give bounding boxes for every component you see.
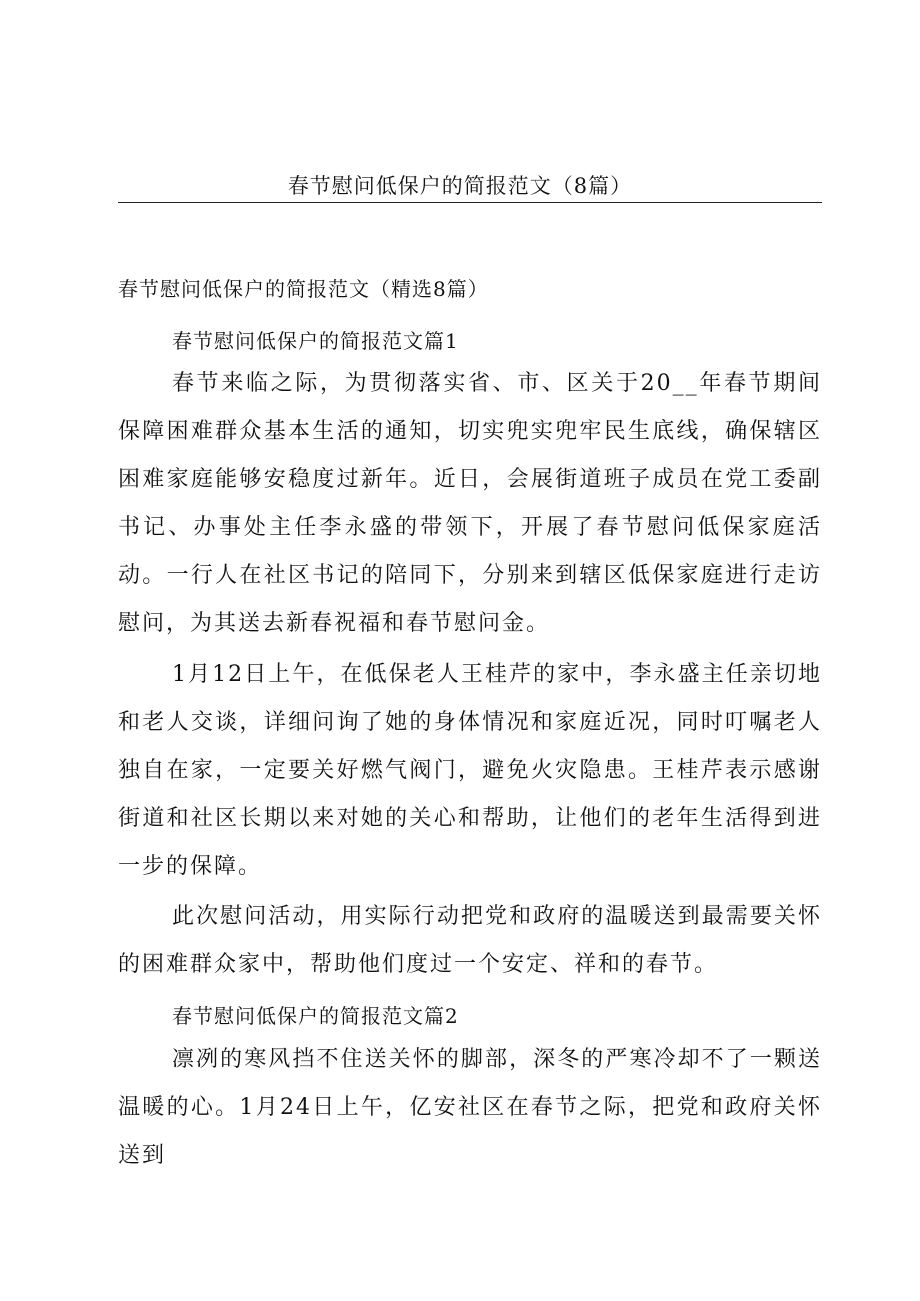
section-heading-2: 春节慰问低保户的简报范文篇2 — [172, 1004, 459, 1028]
section-2-paragraph-1: 凛冽的寒风挡不住送关怀的脚部，深冬的严寒冷却不了一颗送温暖的心。1月24日上午，亿安社区在春节之际，把党和政府关怀送到 — [118, 1047, 822, 1168]
section-1-paragraph-1: 春节来临之际，为贯彻落实省、市、区关于20__年春节期间保障困难群众基本生活的通知，切实兜实兜牢民生底线，确保辖区困难家庭能够安稳度过新年。近日，会展街道班子成员在党工委副书记、办事处主任李永盛的带领下，开展了春节慰问低保家庭活动。一行人在社区书记的陪同下，分别来到辖区低保家庭进行走访慰问，为其送去新春祝福和春节慰问金。 — [118, 371, 822, 636]
section-heading-1: 春节慰问低保户的简报范文篇1 — [172, 329, 459, 353]
document-title: 春节慰问低保户的简报范文（8篇） — [287, 174, 633, 198]
section-1-paragraph-2: 1月12日上午，在低保老人王桂芹的家中，李永盛主任亲切地和老人交谈，详细问询了她的身体情况和家庭近况，同时叮嘱老人独自在家，一定要关好燃气阀门，避免火灾隐患。王桂芹表示感谢街道和社区长期以来对她的关心和帮助，让他们的老年生活得到进一步的保障。 — [118, 662, 822, 879]
document-subtitle: 春节慰问低保户的简报范文（精选8篇） — [118, 277, 489, 301]
section-1-paragraph-3: 此次慰问活动，用实际行动把党和政府的温暖送到最需要关怀的困难群众家中，帮助他们度过一个安定、祥和的春节。 — [118, 904, 822, 977]
title-underline — [118, 202, 822, 203]
